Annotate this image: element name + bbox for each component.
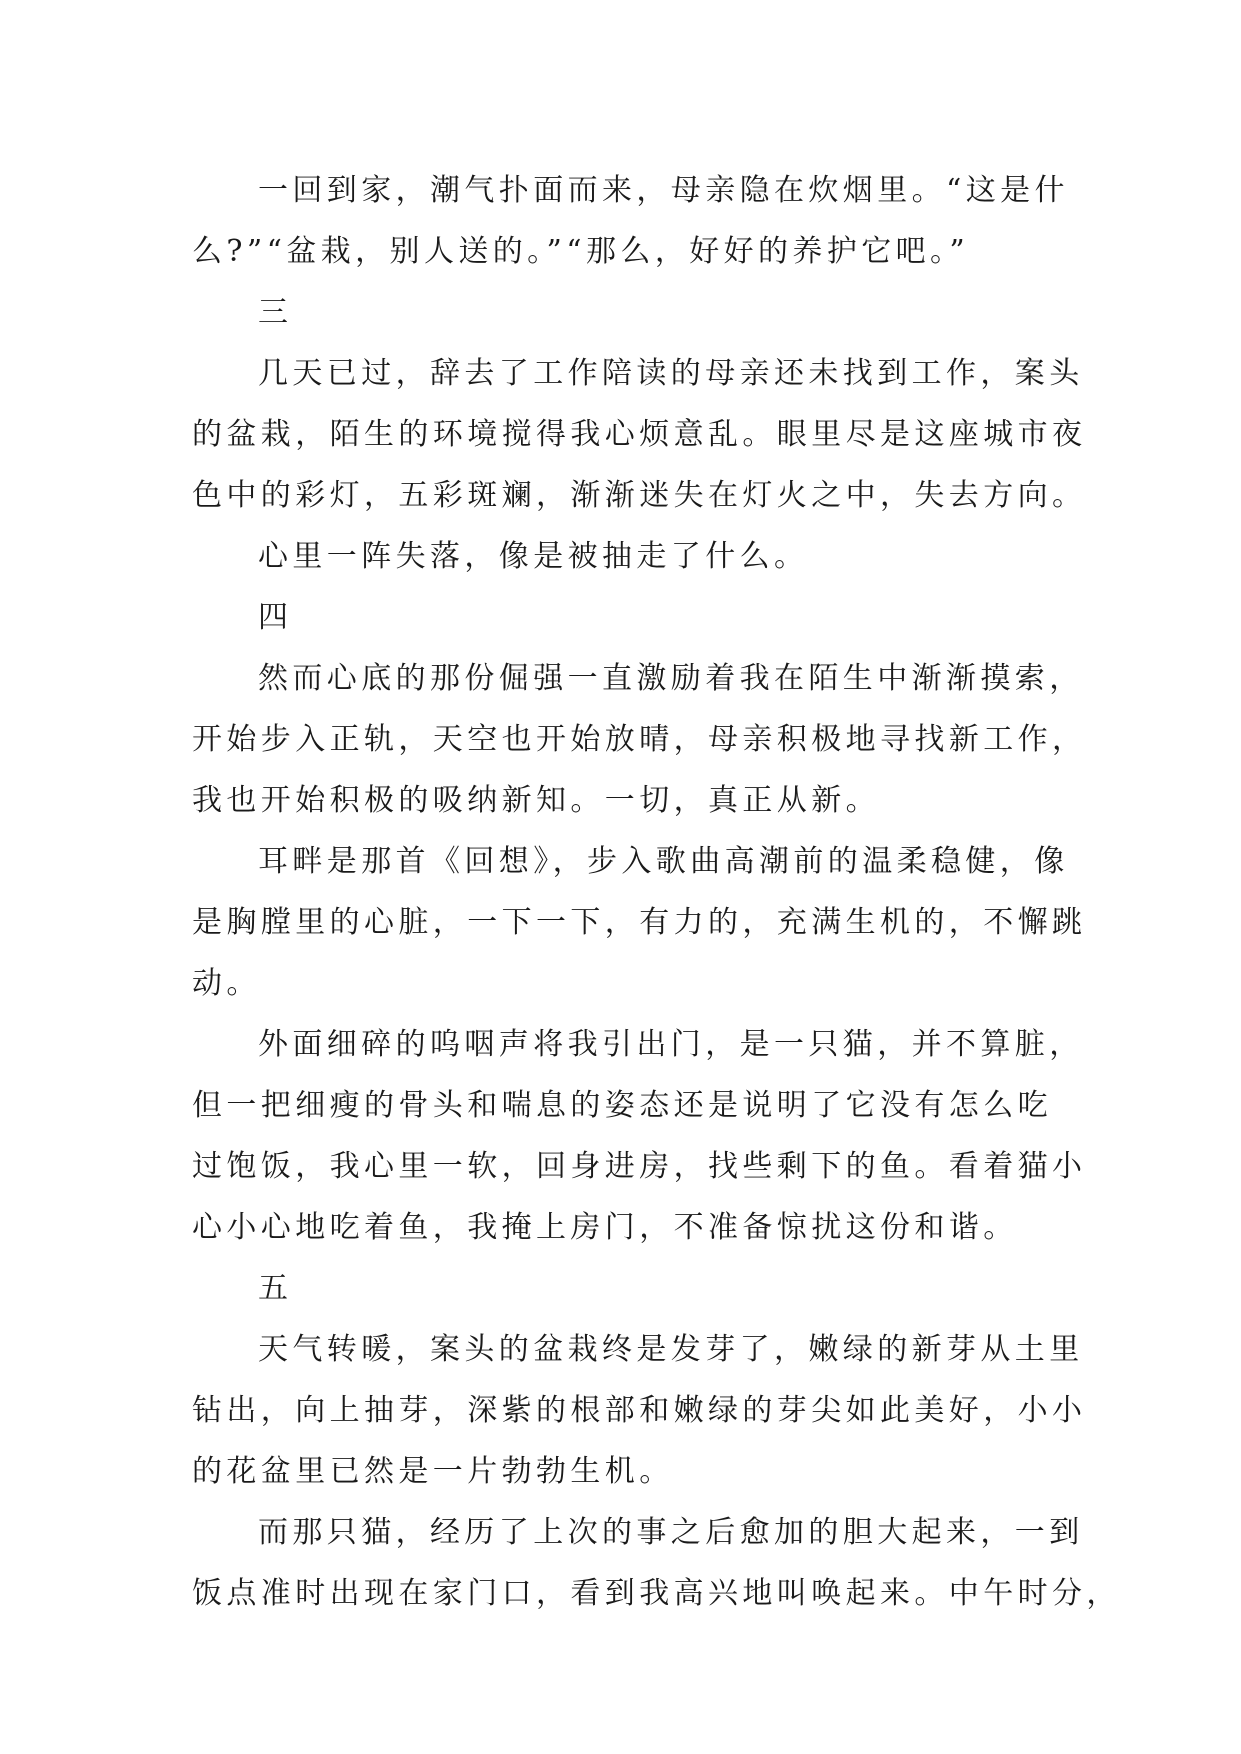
text-line: 我也开始积极的吸纳新知。一切，真正从新。 <box>192 783 880 818</box>
text-line: 饭点准时出现在家门口，看到我高兴地叫唤起来。中午时分， <box>192 1576 1121 1611</box>
text-line: 心里一阵失落，像是被抽走了什么。 <box>258 539 809 574</box>
text-line: 然而心底的那份倔强一直激励着我在陌生中渐渐摸索， <box>258 661 1084 696</box>
text-line: 色中的彩灯，五彩斑斓，渐渐迷失在灯火之中，失去方向。 <box>192 478 1087 513</box>
text-line: 三 <box>258 295 293 330</box>
text-line: 么?”“盆栽，别人送的。”“那么，好好的养护它吧。” <box>192 234 970 269</box>
text-line: 几天已过，辞去了工作陪读的母亲还未找到工作，案头 <box>258 356 1084 391</box>
text-line: 而那只猫，经历了上次的事之后愈加的胆大起来，一到 <box>258 1515 1084 1550</box>
text-line: 外面细碎的呜咽声将我引出门，是一只猫，并不算脏， <box>258 1027 1084 1062</box>
text-line: 四 <box>258 600 293 635</box>
text-line: 的盆栽，陌生的环境搅得我心烦意乱。眼里尽是这座城市夜 <box>192 417 1087 452</box>
text-line: 五 <box>258 1271 293 1306</box>
text-line: 是胸膛里的心脏，一下一下，有力的，充满生机的，不懈跳 <box>192 905 1087 940</box>
text-line: 过饱饭，我心里一软，回身进房，找些剩下的鱼。看着猫小 <box>192 1149 1087 1184</box>
text-line: 开始步入正轨，天空也开始放晴，母亲积极地寻找新工作， <box>192 722 1087 757</box>
text-line: 动。 <box>192 966 261 1001</box>
text-line: 的花盆里已然是一片勃勃生机。 <box>192 1454 674 1489</box>
text-line: 耳畔是那首《回想》，步入歌曲高潮前的温柔稳健，像 <box>258 844 1069 879</box>
text-line: 但一把细瘦的骨头和喘息的姿态还是说明了它没有怎么吃 <box>192 1088 1052 1123</box>
text-line: 一回到家，潮气扑面而来，母亲隐在炊烟里。“这是什 <box>258 173 1069 208</box>
text-line: 钻出，向上抽芽，深紫的根部和嫩绿的芽尖如此美好，小小 <box>192 1393 1087 1428</box>
text-line: 心小心地吃着鱼，我掩上房门，不准备惊扰这份和谐。 <box>192 1210 1018 1245</box>
document-body <box>192 160 1121 1624</box>
text-line: 天气转暖，案头的盆栽终是发芽了，嫩绿的新芽从土里 <box>258 1332 1084 1367</box>
